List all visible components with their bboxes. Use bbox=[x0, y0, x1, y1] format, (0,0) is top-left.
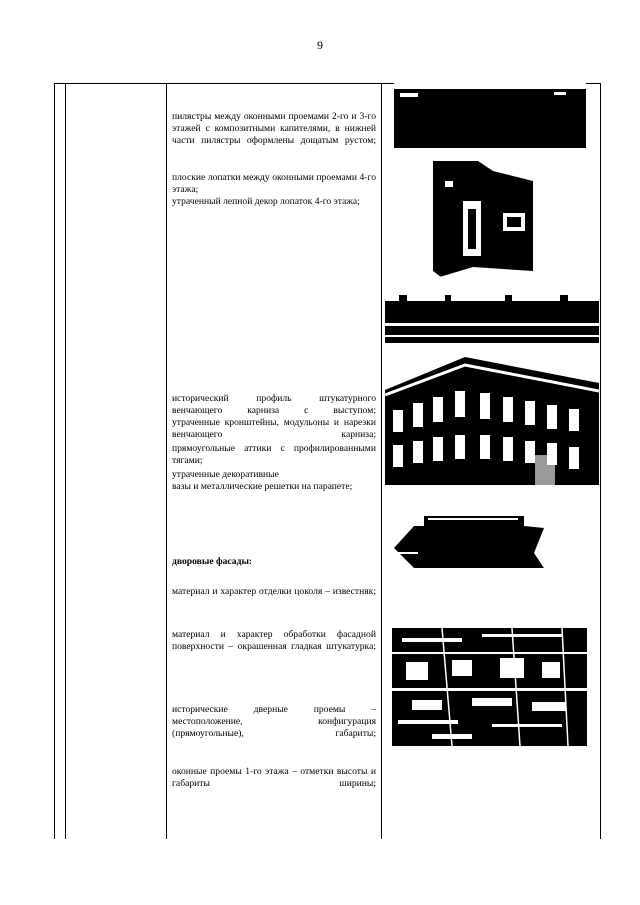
table-column-line bbox=[166, 83, 167, 839]
monument-subject-table bbox=[54, 83, 601, 839]
description-text: пилястры между оконными проемами 2-го и 3-го этажей с композитными капителями, в нижней части пилястры оформлены дощатым рустом; bbox=[172, 111, 376, 146]
facade-cornice-photo bbox=[385, 355, 599, 485]
description-text: утраченные декоративные bbox=[172, 469, 279, 480]
blade-decor-photo bbox=[433, 161, 533, 286]
description-text: вазы и металлические решетки на парапете; bbox=[172, 481, 353, 492]
section-heading: дворовые фасады: bbox=[172, 556, 253, 567]
description-text: утраченные кронштейны, модульоны и нарезки венчающего карниза; bbox=[172, 417, 376, 440]
description-text: материал и характер обработки фасадной поверхности – окрашенная гладкая штукатурка; bbox=[172, 629, 376, 652]
description-text: плоские лопатки между оконными проемами 4-го этажа; bbox=[172, 172, 376, 195]
description-text: утраченный лепной декор лопаток 4-го этажа; bbox=[172, 196, 360, 207]
courtyard-facade-photo bbox=[392, 628, 587, 746]
attic-parapet-photo bbox=[394, 508, 544, 568]
description-text: прямоугольные аттики с профилированными тягами; bbox=[172, 443, 376, 466]
pilaster-photo bbox=[394, 83, 586, 148]
table-column-line bbox=[381, 83, 382, 839]
table-right-border bbox=[600, 83, 601, 839]
description-text: оконные проемы 1-го этажа – отметки высоты и габариты ширины; bbox=[172, 766, 376, 789]
description-text: материал и характер отделки цоколя – известняк; bbox=[172, 586, 376, 597]
description-text: исторические дверные проемы – местоположение, конфигурация (прямоугольные), габариты; bbox=[172, 704, 376, 739]
table-left-border bbox=[54, 83, 55, 839]
page-number: 9 bbox=[317, 38, 323, 52]
description-text: исторический профиль штукатурного венчающего карниза с выступом; bbox=[172, 393, 376, 416]
table-column-line bbox=[65, 83, 66, 839]
cornice-strip-photo bbox=[385, 295, 599, 343]
